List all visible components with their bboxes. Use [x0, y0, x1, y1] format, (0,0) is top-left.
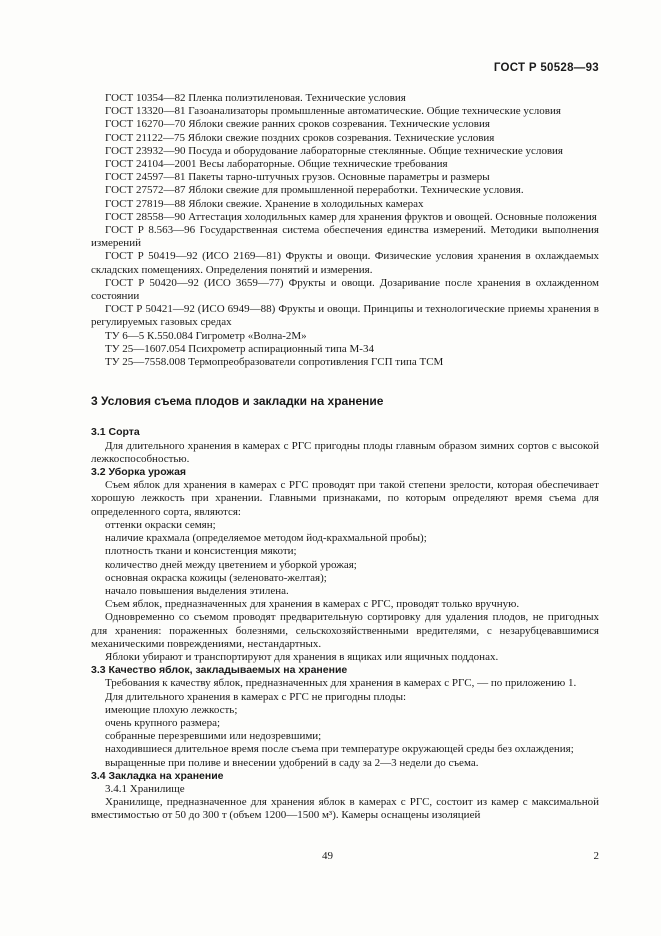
harvest-criteria-list — [91, 519, 599, 598]
reference-item: ГОСТ 24104—2001 Весы лабораторные. Общие технические требования — [105, 158, 448, 171]
reference-item: ГОСТ 21122—75 Яблоки свежие поздних сроков созревания. Технические условия — [105, 131, 495, 144]
unsuitable-fruits-list — [91, 704, 599, 770]
reference-item: ГОСТ 28558—90 Аттестация холодильных камер для хранения фруктов и овощей. Основные положения — [105, 210, 597, 223]
paragraph: Для длительного хранения в камерах с РГС пригодны плоды главным образом зимних сортов с высокой лежкоспособностью. — [91, 439, 599, 465]
list-item: наличие крахмала (определяемое методом йод-крахмальной пробы); — [105, 532, 427, 545]
references-list — [91, 92, 599, 369]
subsection-title-3-1: 3.1 Сорта — [91, 426, 140, 439]
reference-item: ГОСТ 24597—81 Пакеты тарно-штучных грузов. Основные параметры и размеры — [105, 171, 490, 184]
reference-item: ГОСТ 10354—82 Пленка полиэтиленовая. Технические условия — [105, 92, 406, 104]
reference-item: ГОСТ 16270—70 Яблоки свежие ранних сроков созревания. Технические условия — [105, 118, 490, 131]
subsection-title-3-4: 3.4 Закладка на хранение — [91, 769, 224, 782]
list-item: оттенки окраски семян; — [105, 518, 216, 531]
paragraph: Требования к качеству яблок, предназначенных для хранения в камерах с РГС, — по приложению 1. — [105, 677, 577, 690]
reference-item: ГОСТ Р 50420—92 (ИСО 3659—77) Фрукты и овощи. Дозаривание после хранения в охлажденном состоянии — [91, 276, 599, 303]
list-item: очень крупного размера; — [105, 716, 221, 729]
reference-item: ТУ 25—7558.008 Термопреобразователи сопротивления ГСП типа ТСМ — [105, 356, 444, 369]
reference-item: ТУ 6—5 К.550.084 Гигрометр «Волна-2М» — [105, 329, 307, 342]
reference-item: ГОСТ 13320—81 Газоанализаторы промышленные автоматические. Общие технические условия — [105, 105, 561, 118]
paragraph: Хранилище, предназначенное для хранения яблок в камерах с РГС, состоит из камер с максимальной вместимостью от 50 до 300 т (объем 1200—1500 м³). Камеры оснащены изоляцией — [91, 796, 599, 822]
page-header: ГОСТ Р 50528—93 — [493, 62, 599, 74]
reference-item: ГОСТ Р 8.563—96 Государственная система обеспечения единства измерений. Методики выполнения измерений — [91, 224, 599, 250]
list-item: количество дней между цветением и уборкой урожая; — [105, 558, 357, 571]
sheet-number: 2 — [593, 850, 599, 862]
reference-item: ГОСТ 27572—87 Яблоки свежие для промышленной переработки. Технические условия. — [105, 184, 524, 197]
paragraph: Одновременно со съемом проводят предварительную сортировку для удаления плодов, не пригодных для хранения: пораженных болезнями, сельскохозяйственными вредителями, с незарубцевавшимися механическими повреждениями, нестандартных. — [91, 611, 599, 650]
list-item: основная окраска кожицы (зеленовато-желтая); — [105, 571, 327, 584]
paragraph: Яблоки убирают и транспортируют для хранения в ящиках или ящичных поддонах. — [105, 650, 499, 663]
page-content — [91, 92, 599, 823]
reference-item: ГОСТ Р 50419—92 (ИСО 2169—81) Фрукты и овощи. Физические условия хранения в охлаждаемых складских помещениях. Определения понятий и измерения. — [91, 250, 599, 276]
reference-item: ТУ 25—1607.054 Психрометр аспирационный типа М-34 — [105, 342, 374, 355]
reference-item: ГОСТ 23932—90 Посуда и оборудование лабораторные стеклянные. Общие технические условия — [105, 144, 563, 157]
subsection-title-3-2: 3.2 Уборка урожая — [91, 466, 187, 479]
reference-item: ГОСТ 27819—88 Яблоки свежие. Хранение в холодильных камерах — [105, 197, 424, 210]
subsection-title-3-3: 3.3 Качество яблок, закладываемых на хранение — [91, 664, 348, 677]
paragraph: Съем яблок для хранения в камерах с РГС проводят при такой степени зрелости, которая обеспечивает хорошую лежкость при хранении. Главными признаками, по которым определяют время съема для определенного сорта, являются: — [91, 479, 599, 518]
section-title: 3 Условия съема плодов и закладки на хранение — [91, 394, 384, 409]
page-number: 49 — [322, 850, 333, 862]
paragraph: Съем яблок, предназначенных для хранения в камерах с РГС, проводят только вручную. — [105, 598, 520, 611]
reference-item: ГОСТ Р 50421—92 (ИСО 6949—88) Фрукты и овощи. Принципы и технологические приемы хранения в регулируемых газовых средах — [91, 303, 599, 329]
paragraph: Для длительного хранения в камерах с РГС не пригодны плоды: — [105, 690, 407, 703]
subsubsection-title: 3.4.1 Хранилище — [105, 782, 185, 795]
list-item: начало повышения выделения этилена. — [105, 584, 289, 597]
list-item: имеющие плохую лежкость; — [105, 703, 238, 716]
list-item: собранные перезревшими или недозревшими; — [105, 730, 322, 743]
list-item: находившиеся длительное время после съема при температуре окружающей среды без охлаждения; — [105, 743, 574, 756]
list-item: плотность ткани и консистенция мякоти; — [105, 545, 297, 558]
list-item: выращенные при поливе и внесении удобрений в саду за 2—3 недели до съема. — [105, 756, 479, 769]
